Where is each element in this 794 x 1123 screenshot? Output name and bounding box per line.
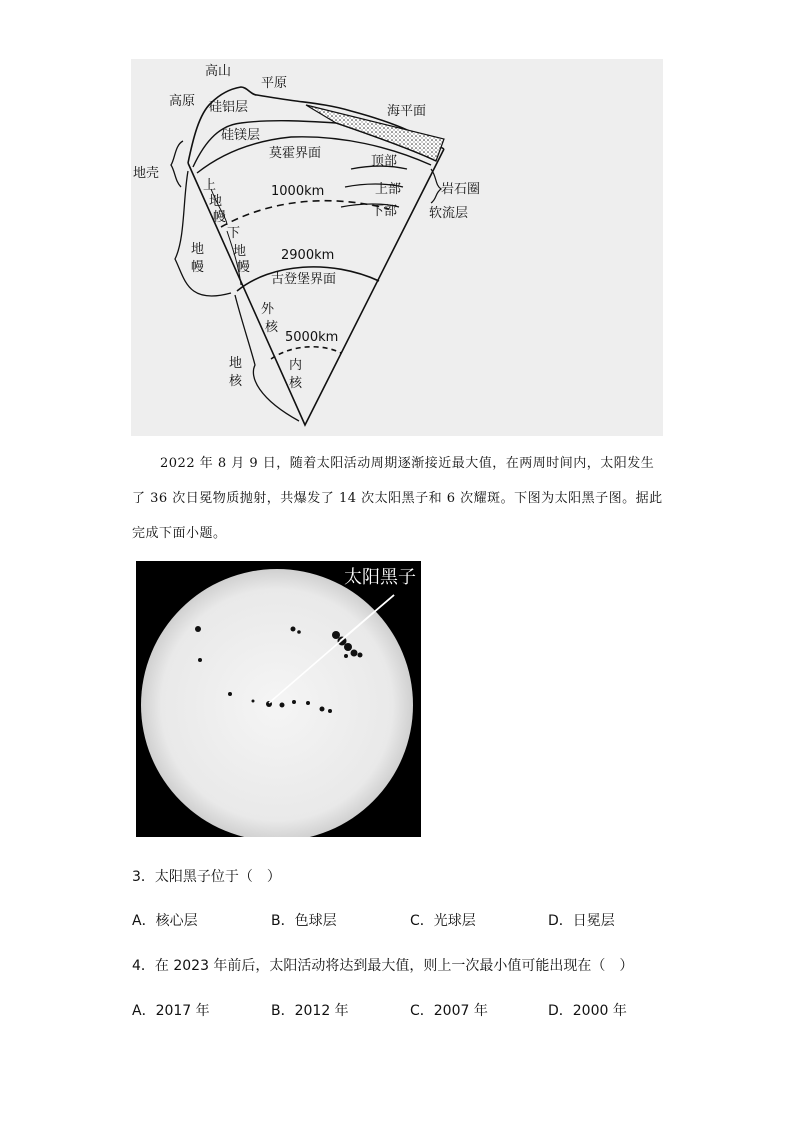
label-ruanliu: 软流层 [429, 206, 469, 221]
label-waihe-2: 核 [265, 320, 279, 335]
5000km-line [271, 347, 341, 359]
sunspot-figure [136, 561, 421, 837]
q3-option-b[interactable]: B．色球层 [271, 913, 337, 929]
question-3-stem: 3．太阳黑子位于（ ） [132, 869, 281, 885]
label-shangbu: 上部 [375, 182, 402, 197]
label-mantle-1: 地 [191, 242, 205, 257]
question-4-stem: 4．在 2023 年前后，太阳活动将达到最大值，则上一次最小值可能出现在（ ） [132, 958, 634, 974]
label-waihe-1: 外 [261, 302, 275, 317]
label-mohuo: 莫霍界面 [269, 146, 322, 161]
label-guimei: 硅镁层 [221, 128, 261, 143]
q4-option-a[interactable]: A．2017 年 [132, 1003, 210, 1019]
label-gaoyuan: 高原 [169, 94, 196, 109]
intro-paragraph [132, 446, 664, 551]
label-gudengbao: 古登堡界面 [271, 272, 337, 287]
label-xia-1: 下 [227, 226, 241, 241]
label-pingyuan: 平原 [261, 76, 288, 91]
label-dingbu: 顶部 [371, 154, 398, 169]
label-2900km: 2900km [281, 248, 335, 263]
label-haipingmian: 海平面 [387, 104, 427, 119]
label-xiabu: 下部 [371, 204, 398, 219]
label-yanshiquan: 岩石圈 [441, 182, 481, 197]
label-shang-1: 上 [203, 178, 217, 193]
label-dihe-1: 地 [229, 356, 243, 371]
label-shang-2: 地 [209, 194, 223, 209]
label-mantle-2: 幔 [191, 260, 205, 275]
label-gaoshan: 高山 [205, 64, 232, 79]
q3-option-a[interactable]: A．核心层 [132, 913, 198, 929]
label-guilv: 硅铝层 [209, 100, 249, 115]
q4-option-b[interactable]: B．2012 年 [271, 1003, 349, 1019]
para-line-2: 了 36 次日冕物质抛射，共爆发了 14 次太阳黑子和 6 次耀斑。下图为太阳黑子图。据此 [132, 491, 663, 506]
earth-interior-diagram [131, 59, 663, 436]
q3-option-d[interactable]: D．日冕层 [548, 913, 615, 929]
sunspot-svg [136, 561, 421, 837]
label-xia-3: 幔 [237, 260, 251, 275]
label-neihe-1: 内 [289, 358, 303, 373]
label-5000km: 5000km [285, 330, 339, 345]
label-dihe-2: 核 [229, 374, 243, 389]
sun-disk [141, 569, 413, 837]
q3-option-c[interactable]: C．光球层 [410, 913, 476, 929]
label-diqiao: 地壳 [133, 166, 160, 181]
lithosphere-brace [431, 169, 441, 203]
q4-option-d[interactable]: D．2000 年 [548, 1003, 627, 1019]
para-line-1: 2022 年 8 月 9 日，随着太阳活动周期逐渐接近最大值，在两周时间内，太阳发生 [160, 456, 655, 471]
earth-interior-svg [131, 59, 663, 436]
q4-option-c[interactable]: C．2007 年 [410, 1003, 488, 1019]
sunspot-label: 太阳黑子 [344, 567, 416, 588]
label-neihe-2: 核 [289, 376, 303, 391]
label-xia-2: 地 [233, 244, 247, 259]
label-1000km: 1000km [271, 184, 325, 199]
para-line-3: 完成下面小题。 [132, 526, 227, 541]
label-shang-3: 幔 [213, 210, 227, 225]
crust-brace [171, 141, 183, 187]
